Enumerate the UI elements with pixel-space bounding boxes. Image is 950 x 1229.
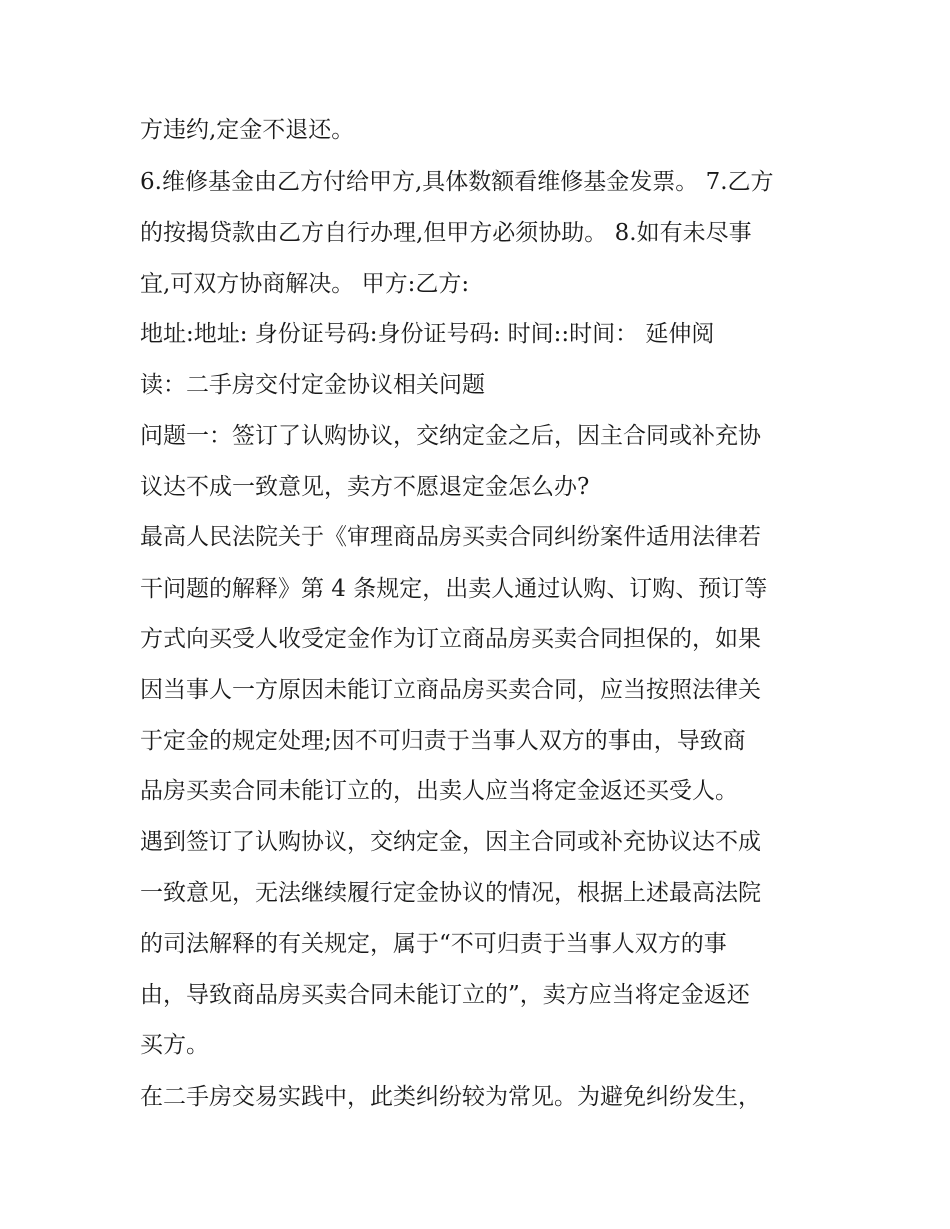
text-line: 遇到签订了认购协议，交纳定金，因主合同或补充协议达不成 [140, 829, 761, 855]
text-line: 问题一：签订了认购协议，交纳定金之后，因主合同或补充协 [140, 423, 761, 449]
text-line: 干问题的解释》第 4 条规定，出卖人通过认购、订购、预订等 [140, 576, 768, 602]
text-line: 的按揭贷款由乙方自行办理,但甲方必须协助。 8.如有未尽事 [140, 220, 752, 246]
text-line: 读：二手房交付定金协议相关问题 [140, 372, 485, 398]
text-line: 品房买卖合同未能订立的，出卖人应当将定金返还买受人。 [140, 778, 738, 804]
text-line: 宜,可双方协商解决。 甲方:乙方: [140, 271, 470, 297]
text-line: 由，导致商品房买卖合同未能订立的”，卖方应当将定金返还 [140, 982, 750, 1008]
text-line: 买方。 [140, 1032, 209, 1058]
text-line: 因当事人一方原因未能订立商品房买卖合同，应当按照法律关 [140, 677, 761, 703]
text-line: 在二手房交易实践中，此类纠纷较为常见。为避免纠纷发生， [140, 1084, 761, 1110]
text-line: 地址:地址: 身份证号码:身份证号码: 时间::时间： 延伸阅 [140, 321, 715, 347]
text-line: 一致意见，无法继续履行定金协议的情况，根据上述最高法院 [140, 880, 761, 906]
text-line: 6.维修基金由乙方付给甲方,具体数额看维修基金发票。 7.乙方 [140, 169, 774, 195]
text-line: 方式向买受人收受定金作为订立商品房买卖合同担保的，如果 [140, 626, 761, 652]
text-line: 于定金的规定处理;因不可归责于当事人双方的事由，导致商 [140, 728, 746, 754]
text-line: 最高人民法院关于《审理商品房买卖合同纠纷案件适用法律若 [140, 524, 761, 550]
text-line: 议达不成一致意见，卖方不愿退定金怎么办? [140, 474, 590, 500]
text-line: 的司法解释的有关规定，属于“不可归责于当事人双方的事 [140, 931, 727, 957]
text-line: 方违约,定金不退还。 [140, 117, 355, 143]
